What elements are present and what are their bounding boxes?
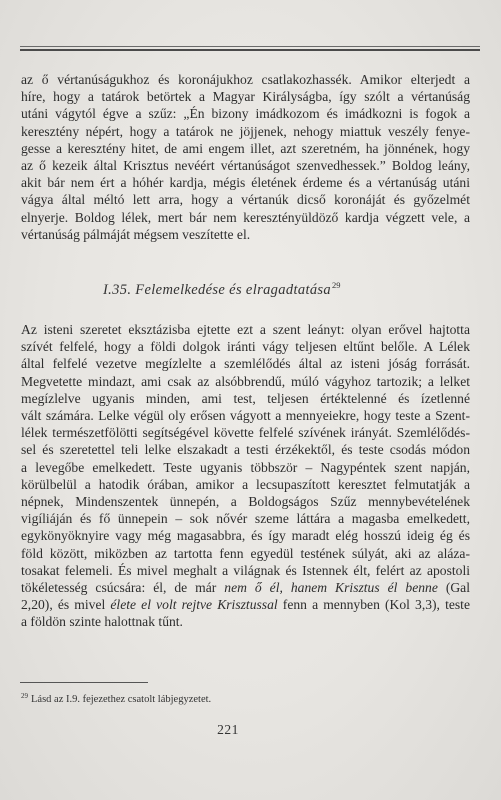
text-segment: 2,20), és mivel: [21, 597, 111, 613]
text-line: sel és szeretettel teli lelke elszakadt a testi érzékektől, és teste csodás módon: [21, 442, 470, 458]
text-line: a levegőbe emelkedett. Teste ugyanis többször – Nagypéntek szent napján,: [21, 459, 470, 475]
text-segment: tökéletesség csúcsára: él, de már: [21, 580, 225, 596]
page-number: 221: [217, 722, 239, 737]
text-line: vigíliáján és fő ünnepein – sok nővér szeme láttára a magasba emelkedett,: [21, 511, 470, 527]
text-segment: (Gal: [437, 580, 470, 596]
text-line: híre, hogy a tatárok betörtek a Magyar Királyságba, így szólt a vértanúság: [21, 89, 470, 105]
text-line: vértanúság pálmáját mégsem veszítette el.: [21, 226, 251, 242]
text-line: által felfelé vezetve megízlelte a szemlélődés által az isteni jóság forrását.: [21, 356, 470, 372]
text-line: körülbelül a hatodik órában, amikor a lecsupaszított keresztet felmutatják a: [21, 476, 470, 492]
text-line: az ő kezeik által Krisztus nevéért vértanúságot szenvedhessek.” Boldog leány,: [21, 158, 470, 174]
footnote-rule: [20, 682, 148, 683]
footnote-text: Lásd az I.9. fejezethez csatolt lábjegyzetet.: [31, 694, 212, 705]
footnote-reference: 29: [332, 280, 341, 290]
text-line: tosakat felemeli. És mivel meghalt a világnak és Istennek élt, felért az apostoli: [21, 562, 470, 578]
text-line: gesse a keresztény hitet, de ami engem illet, azt szeretném, ha jönnének, hogy: [21, 140, 470, 156]
text-line: az ő vértanúságukhoz és koronájukhoz csatlakozhassék. Amikor elterjedt a: [21, 72, 470, 87]
text-line: a földön szinte halottnak tűnt.: [21, 614, 183, 630]
text-line: megízlelve ugyanis minden, ami test, teljesen értéktelenné és ízetlenné: [21, 390, 470, 406]
text-line: utáni vágytól égve a szűz: „Én bizony imádkozom és imádkozni is fogok a: [21, 106, 470, 122]
text-line: akit bár nem ért a hóhér kardja, mégis életének érdeme és a vértanúság utáni: [21, 175, 470, 191]
section-paragraph: [21, 321, 470, 631]
text-line: Az isteni szeretet eksztázisba ejtette ezt a szent leányt: olyan erővel hajtotta: [21, 322, 470, 337]
footnote-number: 29: [21, 692, 28, 700]
text-line: Megvetette mindazt, ami csak az alsóbbrendű, múló vágyhoz tartozik; a lelket: [21, 373, 470, 389]
section-heading: [103, 281, 341, 300]
text-line: népnek, Mindenszentek ünnepén, a Boldogságos Szűz mennybevételének: [21, 494, 470, 510]
text-line: lélek természetfölötti segítségével követte felfelé szívének irányát. Szemlélődés-: [21, 425, 470, 441]
text-line: keresztény népért, hogy a tatárok ne jöjjenek, nehogy miattuk veszély fenye-: [21, 123, 470, 139]
emphasized-text: élete el volt rejtve Krisztussal: [110, 597, 278, 613]
continuation-paragraph: [21, 71, 470, 243]
emphasized-text: nem ő él, hanem Krisztus él benne: [224, 580, 438, 596]
text-line: szívét felfelé, hogy a földi dolgok iránti vágy teljesen eltűnt belőle. A Lélek: [21, 339, 470, 355]
section-heading-text: I.35. Felemelkedése és elragadtatása: [103, 282, 332, 298]
text-line: egykönyöknyire vagy még magasabbra, és így maradt elég hosszú ideig ég és: [21, 528, 470, 544]
text-line: föld között, miközben az tartotta fenn egyedül testének súlyát, aki az aláza-: [21, 545, 470, 561]
header-rule: [20, 46, 480, 51]
text-line: [21, 579, 470, 596]
text-line: [21, 596, 470, 613]
text-line: vált számára. Lelke végül oly erősen vágyott a mennyeiekre, hogy teste a Szent-: [21, 408, 470, 424]
text-line: vágya által méltó lett arra, hogy a vértanúk dicső koronáját és győzelmét: [21, 192, 470, 208]
text-line: elnyerje. Boldog lélek, mert bár nem keresztényüldöző kardja végzett vele, a: [21, 209, 470, 225]
footnote: [21, 693, 211, 707]
text-segment: fenn a mennyben (Kol 3,3), teste: [277, 597, 470, 613]
